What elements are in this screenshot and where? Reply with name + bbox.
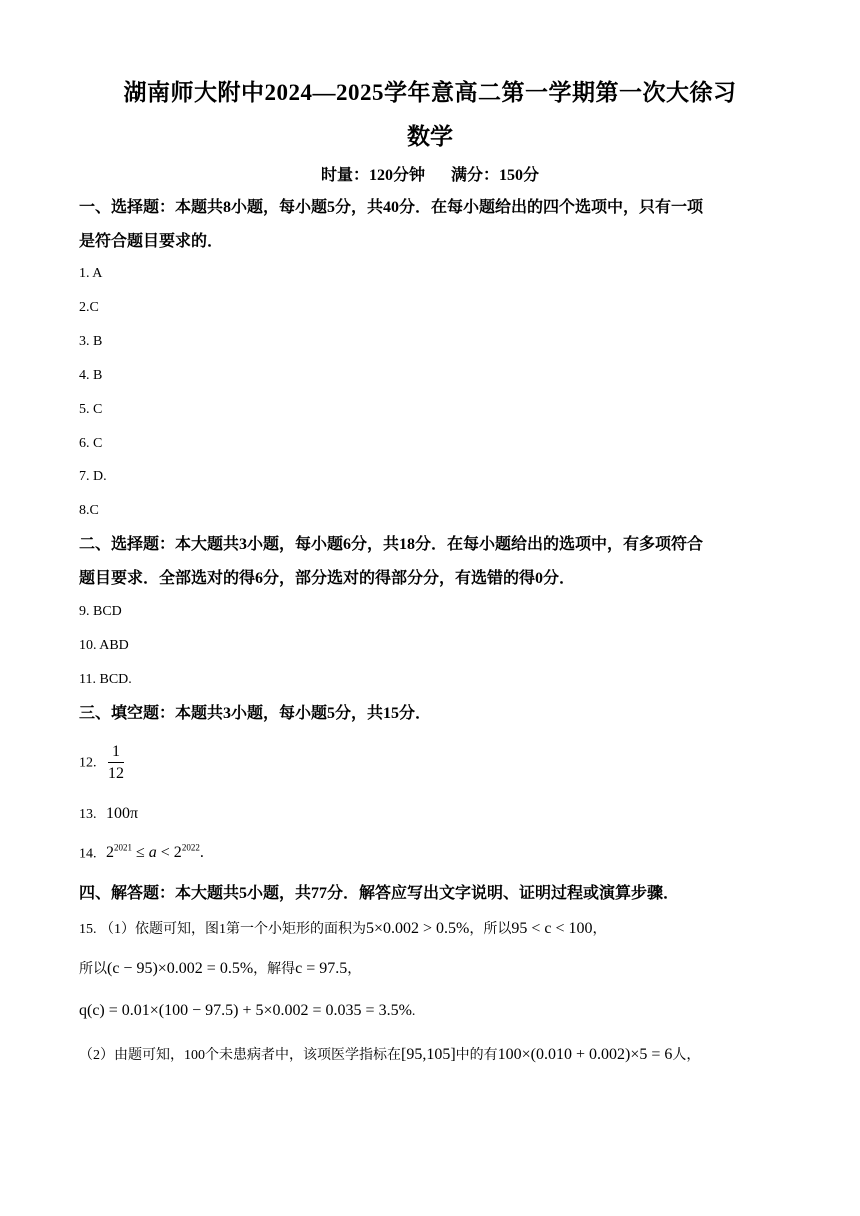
page-title: 湖南师大附中2024—2025学年意高二第一学期第一次大徐习 <box>123 80 737 105</box>
answer-8: 8.C <box>79 503 99 518</box>
answer-7: 7. D. <box>79 469 107 484</box>
section-1-heading: 一、选择题：本题共8小题，每小题5分，共40分．在每小题给出的四个选项中，只有一项 是符合题目要求的． <box>79 199 704 250</box>
solution-15-line-4: （2）由题可知，100个未患病者中，该项医学指标在[95,105]中的有100×(0.010 + 0.002)×5 = 6人， <box>79 1046 701 1063</box>
section-3-heading: 三、填空题：本题共3小题，每小题5分，共15分． <box>79 705 432 722</box>
answer-5: 5. C <box>79 402 103 417</box>
solution-15-line-1: 15. （1）依题可知，图1第一个小矩形的面积为5×0.002 > 0.5%，所以95 < c < 100， <box>79 920 607 937</box>
answer-2: 2.C <box>79 300 99 315</box>
full-score: 满分：150分 <box>451 167 540 184</box>
answer-11: 11. BCD. <box>79 672 132 687</box>
section-2-heading: 二、选择题：本大题共3小题，每小题6分，共18分．在每小题给出的选项中，有多项符合 题目要求．全部选对的得6分，部分选对的得部分分，有选错的得0分． <box>79 536 704 587</box>
solution-15-line-3: q(c) = 0.01×(100 − 97.5) + 5×0.002 = 0.035 = 3.5%. <box>79 1002 416 1019</box>
answer-12: 12. $\frac{1}{12}$ <box>79 742 124 785</box>
solution-15-line-2: 所以(c − 95)×0.002 = 0.5%，解得c = 97.5， <box>79 960 362 977</box>
subject-title: 数学 <box>407 124 453 149</box>
answer-1: 1. A <box>79 266 103 281</box>
exam-info <box>0 162 860 185</box>
section-4-heading: 四、解答题：本大题共5小题，共77分．解答应写出文字说明、证明过程或演算步骤． <box>79 885 680 902</box>
answer-4: 4. B <box>79 368 103 383</box>
fraction: $\frac{1}{12}$ <box>108 743 124 782</box>
answer-9: 9. BCD <box>79 604 122 619</box>
answer-3: 3. B <box>79 334 103 349</box>
answer-10: 10. ABD <box>79 638 129 653</box>
time-limit: 时量：120分钟 <box>320 167 425 184</box>
answer-6: 6. C <box>79 436 103 451</box>
answer-14: 14. $2^{2021} \le a < 2^{2022}$. <box>79 843 204 862</box>
answer-13: 13. 100π <box>79 805 139 822</box>
